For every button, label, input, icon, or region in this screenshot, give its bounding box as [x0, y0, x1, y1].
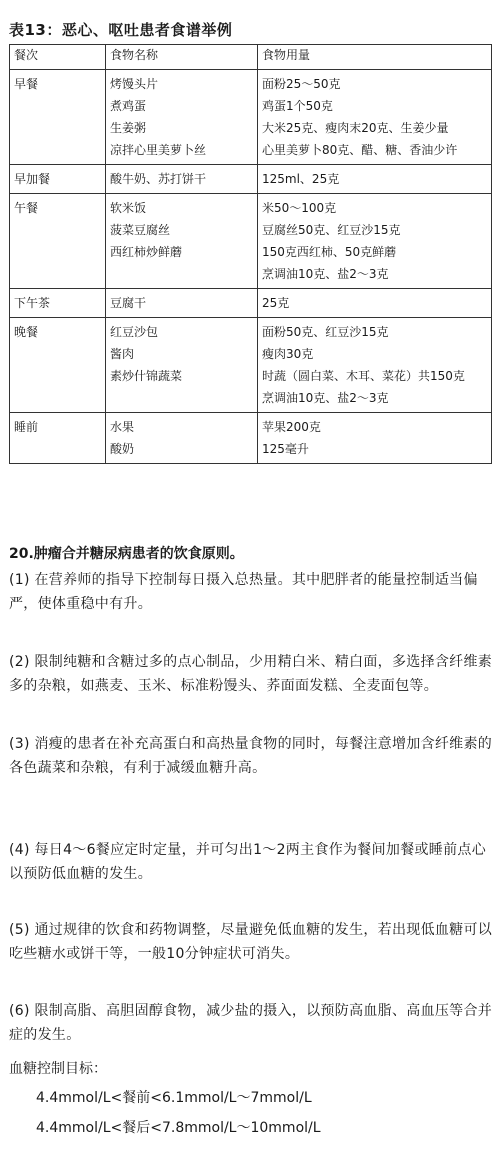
food-cell [106, 194, 258, 289]
amount-item: 烹调油10克、盐2～3克 [262, 391, 389, 405]
meal-cell [10, 289, 106, 318]
meal-cell [10, 318, 106, 413]
column-header-food: 食物名称 [106, 45, 258, 70]
food-item: 素炒什锦蔬菜 [110, 369, 183, 383]
amount-item: 瘦肉30克 [262, 347, 314, 361]
amount-item: 鸡蛋1个50克 [262, 99, 333, 113]
food-item: 酸牛奶、苏打饼干 [110, 172, 207, 186]
amount-cell [258, 194, 492, 289]
table-header-row [10, 45, 492, 70]
section-heading: 20.肿瘤合并糖尿病患者的饮食原则。 [9, 546, 244, 562]
amount-cell [258, 289, 492, 318]
food-cell [106, 70, 258, 165]
glucose-target-label: 血糖控制目标： [9, 1061, 107, 1077]
food-cell [106, 413, 258, 464]
meal-name: 晚餐 [14, 325, 39, 339]
food-item: 软米饭 [110, 201, 147, 215]
amount-item: 25克 [262, 296, 290, 310]
paragraph-3: (3) 消瘦的患者在补充高蛋白和高热量食物的同时，每餐注意增加含纤维素的各色蔬菜和杂粮，有利于减缓血糖升高。 [9, 736, 493, 776]
table-row [10, 194, 492, 289]
amount-item: 烹调油10克、盐2～3克 [262, 267, 389, 281]
paragraph-6: (6) 限制高脂、高胆固醇食物，减少盐的摄入，以预防高血脂、高血压等合并症的发生。 [9, 1003, 493, 1043]
amount-cell [258, 413, 492, 464]
food-item: 烤馒头片 [110, 77, 159, 91]
amount-item: 面粉50克、红豆沙15克 [262, 325, 389, 339]
table-row [10, 318, 492, 413]
amount-item: 大米25克、瘦肉末20克、生姜少量 [262, 121, 449, 135]
amount-cell [258, 70, 492, 165]
glucose-target-after-meal: 4.4mmol/L<餐后<7.8mmol/L～10mmol/L [36, 1120, 321, 1136]
meal-cell [10, 165, 106, 194]
amount-item: 时蔬（圆白菜、木耳、菜花）共150克 [262, 369, 465, 383]
food-cell [106, 289, 258, 318]
glucose-target-before-meal: 4.4mmol/L<餐前<6.1mmol/L～7mmol/L [36, 1090, 312, 1106]
table-row [10, 289, 492, 318]
meal-name: 睡前 [14, 420, 39, 434]
amount-item: 苹果200克 [262, 420, 321, 434]
amount-cell [258, 165, 492, 194]
amount-item: 125ml、25克 [262, 172, 340, 186]
food-item: 酸奶 [110, 442, 135, 456]
food-item: 西红柿炒鲜蘑 [110, 245, 183, 259]
amount-item: 150克西红柿、50克鲜蘑 [262, 245, 397, 259]
food-item: 菠菜豆腐丝 [110, 223, 171, 237]
table-row [10, 165, 492, 194]
amount-item: 米50～100克 [262, 201, 337, 215]
amount-item: 豆腐丝50克、红豆沙15克 [262, 223, 401, 237]
meal-cell [10, 194, 106, 289]
food-item: 水果 [110, 420, 135, 434]
amount-item: 面粉25～50克 [262, 77, 341, 91]
food-cell [106, 165, 258, 194]
meal-name: 早加餐 [14, 172, 51, 186]
diet-table [9, 44, 492, 464]
paragraph-2: (2) 限制纯糖和含糖过多的点心制品，少用精白米、精白面，多选择含纤维素多的杂粮，如燕麦、玉米、标准粉馒头、荞面面发糕、全麦面包等。 [9, 654, 493, 694]
column-header-meal: 餐次 [10, 45, 106, 70]
amount-cell [258, 318, 492, 413]
food-cell [106, 318, 258, 413]
meal-cell [10, 70, 106, 165]
food-item: 凉拌心里美萝卜丝 [110, 143, 207, 157]
table-title: 表13：恶心、呕吐患者食谱举例 [9, 21, 233, 39]
meal-name: 早餐 [14, 77, 39, 91]
paragraph-5: (5) 通过规律的饮食和药物调整，尽量避免低血糖的发生，若出现低血糖可以吃些糖水或饼干等，一般10分钟症状可消失。 [9, 922, 493, 962]
food-item: 煮鸡蛋 [110, 99, 147, 113]
table-row [10, 70, 492, 165]
meal-cell [10, 413, 106, 464]
paragraph-1: (1) 在营养师的指导下控制每日摄入总热量。其中肥胖者的能量控制适当偏严，使体重稳中有升。 [9, 572, 478, 612]
amount-item: 125毫升 [262, 442, 309, 456]
column-header-amount: 食物用量 [258, 45, 492, 70]
meal-name: 下午茶 [14, 296, 51, 310]
food-item: 生姜粥 [110, 121, 147, 135]
meal-name: 午餐 [14, 201, 39, 215]
paragraph-4: (4) 每日4～6餐应定时定量，并可匀出1～2两主食作为餐间加餐或睡前点心以预防低血糖的发生。 [9, 842, 487, 882]
food-item: 红豆沙包 [110, 325, 159, 339]
food-item: 酱肉 [110, 347, 135, 361]
food-item: 豆腐干 [110, 296, 147, 310]
amount-item: 心里美萝卜80克、醋、糖、香油少许 [262, 143, 458, 157]
table-row [10, 413, 492, 464]
